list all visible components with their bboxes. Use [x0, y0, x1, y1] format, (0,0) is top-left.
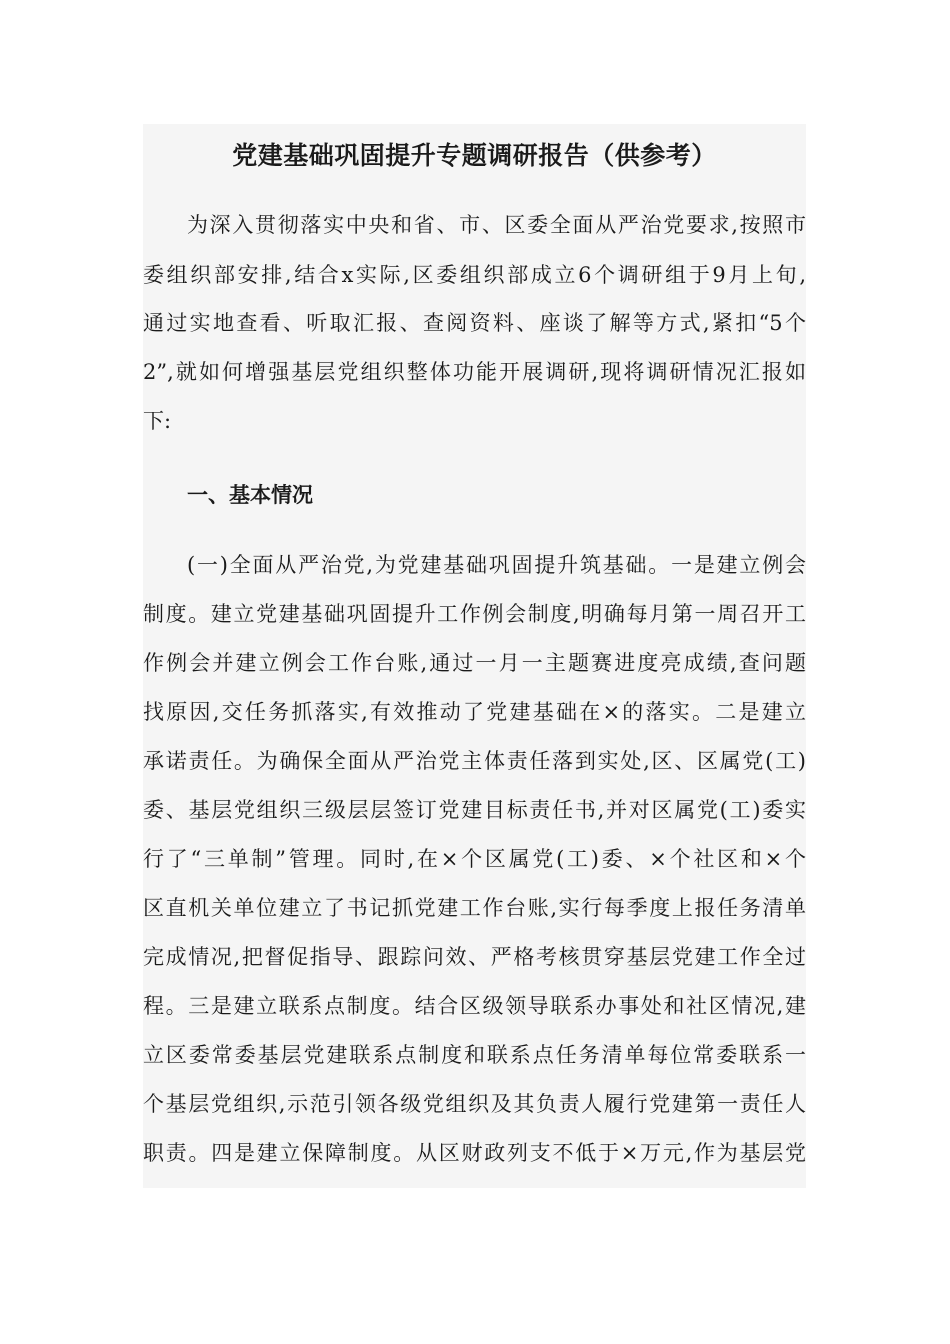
body-line-7: 行了“三单制”管理。同时,在×个区属党(工)委、×个社区和×个 — [143, 847, 806, 871]
body-line-2: 制度。建立党建基础巩固提升工作例会制度,明确每月第一周召开工 — [143, 602, 806, 626]
intro-line-4: 2”,就如何增强基层党组织整体功能开展调研,现将调研情况汇报如 — [143, 360, 806, 384]
body-line-6: 委、基层党组织三级层层签订党建目标责任书,并对区属党(工)委实 — [143, 798, 806, 822]
body-line-3: 作例会并建立例会工作台账,通过一月一主题赛进度亮成绩,查问题 — [143, 651, 806, 675]
intro-line-3: 通过实地查看、听取汇报、查阅资料、座谈了解等方式,紧扣“5个 — [143, 311, 806, 335]
document-title: 党建基础巩固提升专题调研报告（供参考） — [232, 141, 717, 170]
body-line-8: 区直机关单位建立了书记抓党建工作台账,实行每季度上报任务清单 — [143, 896, 806, 920]
body-line-13: 职责。四是建立保障制度。从区财政列支不低于×万元,作为基层党 — [143, 1141, 806, 1165]
body-line-5: 承诺责任。为确保全面从严治党主体责任落到实处,区、区属党(工) — [143, 749, 806, 773]
body-line-4: 找原因,交任务抓落实,有效推动了党建基础在×的落实。二是建立 — [143, 700, 806, 724]
body-line-12: 个基层党组织,示范引领各级党组织及其负责人履行党建第一责任人 — [143, 1092, 806, 1116]
intro-line-5: 下: — [143, 409, 172, 433]
section-heading-basic: 一、基本情况 — [187, 482, 313, 507]
intro-line-1: 为深入贯彻落实中央和省、市、区委全面从严治党要求,按照市 — [187, 213, 806, 237]
body-line-9: 完成情况,把督促指导、跟踪问效、严格考核贯穿基层党建工作全过 — [143, 945, 806, 969]
intro-line-2: 委组织部安排,结合x实际,区委组织部成立6个调研组于9月上旬, — [143, 263, 806, 287]
body-line-10: 程。三是建立联系点制度。结合区级领导联系办事处和社区情况,建 — [143, 994, 806, 1018]
body-line-1: (一)全面从严治党,为党建基础巩固提升筑基础。一是建立例会 — [187, 553, 806, 577]
document-page — [143, 124, 806, 1188]
body-line-11: 立区委常委基层党建联系点制度和联系点任务清单每位常委联系一 — [143, 1043, 806, 1067]
